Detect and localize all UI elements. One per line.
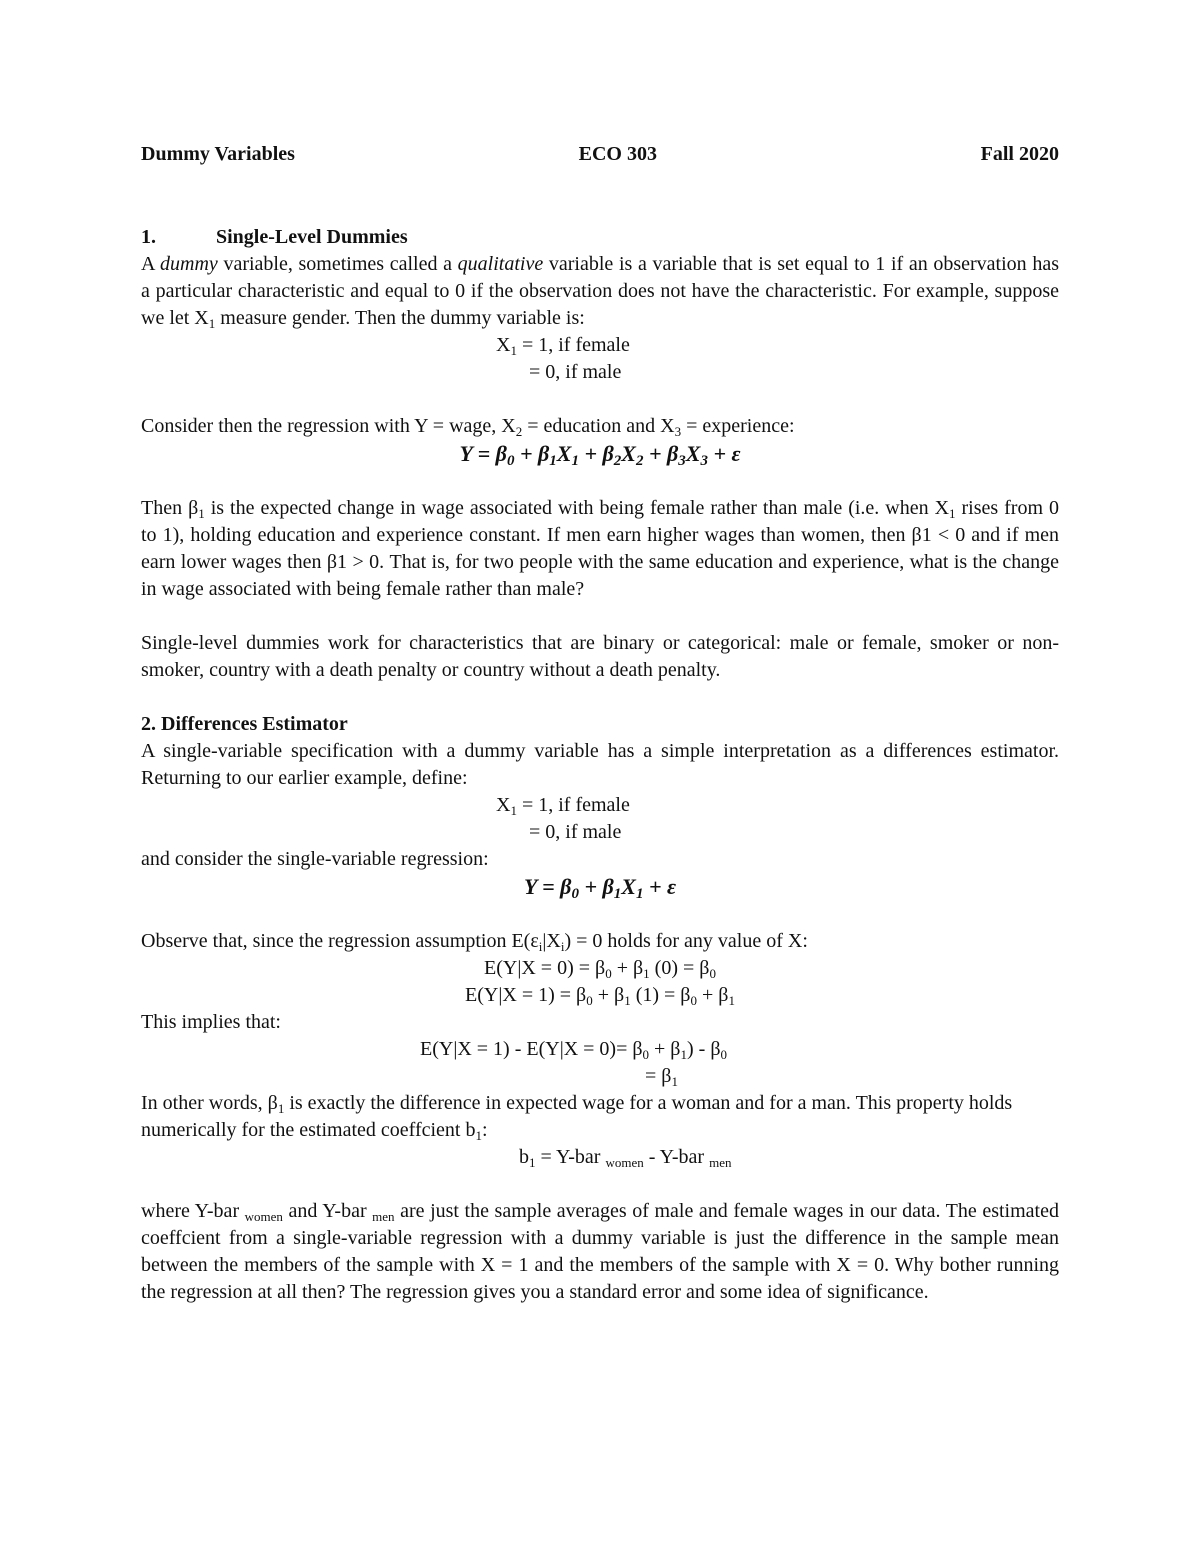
- text: where Y-bar: [141, 1200, 245, 1222]
- section-single-level-dummies: [141, 224, 1059, 684]
- text: X: [685, 441, 701, 466]
- subscript: men: [709, 1155, 732, 1170]
- text: E(Y|X = 1) = β: [465, 984, 587, 1006]
- subscript: 1: [643, 966, 650, 981]
- text: = experience:: [681, 415, 795, 437]
- subscript: men: [372, 1209, 395, 1224]
- subscript: 1: [529, 1155, 536, 1170]
- subscript: 1: [208, 316, 216, 331]
- document-content: [141, 141, 1059, 1306]
- text: X: [621, 874, 636, 899]
- section-1-number: 1.: [141, 226, 156, 248]
- text: A: [141, 253, 161, 275]
- text: E(Y|X = 0) = β: [484, 957, 606, 979]
- subscript: 1: [198, 506, 205, 521]
- paragraph-differences-intro: A single-variable specification with a dummy variable has a simple interpretation as a differences estimator. Returning to our earlier example, define:: [141, 740, 1059, 789]
- text: ) - β: [687, 1038, 721, 1060]
- spacer: [141, 901, 1059, 928]
- text: Observe that, since the regression assumption E(ε: [141, 930, 539, 952]
- paragraph-regression-intro: [141, 413, 1059, 440]
- text: = Y-bar: [535, 1146, 606, 1168]
- subscript: women: [244, 1209, 283, 1224]
- header-topic: Dummy Variables: [141, 143, 295, 165]
- paragraph-sample-averages: [141, 1198, 1059, 1306]
- paragraph-assumption: [141, 928, 1059, 955]
- subscript: 0: [720, 1047, 727, 1062]
- section-2-heading: 2. Differences Estimator: [141, 713, 348, 735]
- dummy-definition-line-2: = 0, if male: [529, 361, 622, 383]
- subscript: 0: [642, 1047, 650, 1062]
- text: is exactly the difference in expected wage for a woman and for a man. This property holds numerically for the estimated coeffcient b: [141, 1092, 1013, 1141]
- subscript: 0: [571, 886, 579, 902]
- subscript: i: [538, 939, 543, 954]
- paragraph-implies: This implies that:: [141, 1011, 281, 1033]
- text: Then β: [141, 497, 199, 519]
- term-dummy: dummy: [160, 253, 218, 275]
- expectation-x1: [141, 982, 1059, 1009]
- subscript: 1: [949, 506, 956, 521]
- spacer: [141, 468, 1059, 495]
- text: and Y-bar: [282, 1200, 373, 1222]
- term-qualitative: qualitative: [457, 253, 544, 275]
- subscript: 1: [728, 993, 735, 1008]
- text: variable, sometimes called a: [217, 253, 458, 275]
- subscript: 1: [624, 993, 631, 1008]
- paragraph-dummy-definition: [141, 251, 1059, 332]
- header-term: Fall 2020: [980, 143, 1059, 165]
- subscript: 3: [700, 453, 708, 469]
- dummy-definition-line-1: [141, 792, 1059, 819]
- regression-equation-single: [141, 873, 1059, 901]
- text: = education and X: [522, 415, 675, 437]
- text: - Y-bar: [643, 1146, 710, 1168]
- text: Consider then the regression with Y = wage, X: [141, 415, 516, 437]
- paragraph-beta1-difference: [141, 1090, 1059, 1144]
- section-differences-estimator: [141, 711, 1059, 1306]
- dummy-definition-line-2: = 0, if male: [529, 821, 622, 843]
- text: + β: [578, 441, 614, 466]
- text: + β: [643, 441, 679, 466]
- text: X: [556, 441, 572, 466]
- text: (0) = β: [649, 957, 710, 979]
- subscript: 0: [506, 453, 515, 469]
- subscript: 3: [674, 424, 682, 439]
- subscript: 1: [549, 453, 557, 469]
- text: is the expected change in wage associated with being female rather than male (i.e. when X: [204, 497, 950, 519]
- text: = β: [645, 1065, 672, 1087]
- paragraph-beta1-interpretation: [141, 495, 1059, 603]
- subscript: 1: [510, 803, 517, 818]
- text: + β: [514, 441, 550, 466]
- paragraph-single-variable-intro: and consider the single-variable regression:: [141, 848, 489, 870]
- subscript: 1: [680, 1047, 687, 1062]
- subscript: 1: [510, 343, 517, 358]
- text: + ε: [707, 441, 741, 466]
- text: + ε: [643, 874, 676, 899]
- text: measure gender. Then the dummy variable is:: [215, 307, 585, 329]
- text: ) = 0 holds for any value of X:: [564, 930, 808, 952]
- spacer: [141, 386, 1059, 413]
- text: |X: [542, 930, 561, 952]
- text: = 1, if female: [516, 794, 630, 816]
- text: :: [482, 1119, 488, 1141]
- subscript: 2: [515, 424, 523, 439]
- subscript: 3: [678, 453, 686, 469]
- text: = 1, if female: [516, 334, 630, 356]
- text: In other words, β: [141, 1092, 278, 1114]
- subscript: 0: [690, 993, 697, 1008]
- dummy-definition-line-1: [141, 332, 1059, 359]
- expectation-difference: [141, 1036, 1059, 1063]
- section-1-title: Single-Level Dummies: [216, 226, 408, 248]
- text: + β: [649, 1038, 681, 1060]
- text: + β: [578, 874, 614, 899]
- text: Y = β: [459, 441, 507, 466]
- paragraph-binary-characteristics: Single-level dummies work for characteristics that are binary or categorical: male or female, smoker or non-smoker, country with a death penalty or country without a death penalty.: [141, 632, 1059, 681]
- text: E(Y|X = 1) - E(Y|X = 0)= β: [420, 1038, 643, 1060]
- subscript: i: [560, 939, 565, 954]
- spacer: [141, 603, 1059, 630]
- text: rises from 0 to 1), holding education and experience constant. If men earn higher wages than women, then β1 < 0 and if men earn lower wages then β1 > 0. That is, for two people with the same education and experience, what is the change in wage associated with being female rather than male?: [141, 497, 1059, 600]
- page-header: [141, 141, 1059, 169]
- expectation-difference-result: [141, 1063, 1059, 1090]
- expectation-x0: [141, 955, 1059, 982]
- subscript: 1: [475, 1128, 482, 1143]
- subscript: 0: [605, 966, 612, 981]
- text: Y = β: [524, 874, 572, 899]
- subscript: 1: [635, 886, 644, 902]
- text: + β: [696, 984, 729, 1006]
- text: (1) = β: [630, 984, 691, 1006]
- subscript: 1: [277, 1101, 285, 1116]
- regression-equation-multiple: [141, 440, 1059, 468]
- text: are just the sample averages of male and female wages in our data. The estimated coeffcient from a single-variable regression with a dummy variable is just the difference in the sample mean between the members of the sample with X = 1 and the members of the sample with X = 0. Why bother running the regression at all then? The regression gives you a standard error and some idea of significance.: [141, 1200, 1059, 1303]
- estimator-equation: [141, 1144, 1059, 1171]
- text: variable is a variable that is set equal to 1 if an observation has a particular characteristic and equal to 0 if the observation does not have the characteristic. For example, suppose we let X: [141, 253, 1059, 329]
- section-1-heading: [141, 224, 1059, 251]
- subscript: 2: [635, 453, 644, 469]
- subscript: 0: [709, 966, 716, 981]
- subscript: 2: [613, 453, 622, 469]
- text: X: [621, 441, 636, 466]
- header-course: ECO 303: [578, 143, 657, 165]
- spacer: [141, 1171, 1059, 1198]
- subscript: women: [605, 1155, 644, 1170]
- text: + β: [592, 984, 625, 1006]
- text: X: [496, 794, 511, 816]
- subscript: 1: [571, 453, 579, 469]
- subscript: 0: [586, 993, 593, 1008]
- subscript: 1: [671, 1074, 678, 1089]
- text: b: [519, 1146, 529, 1168]
- subscript: 1: [613, 886, 622, 902]
- text: + β: [611, 957, 644, 979]
- text: X: [496, 334, 511, 356]
- spacer: [141, 684, 1059, 711]
